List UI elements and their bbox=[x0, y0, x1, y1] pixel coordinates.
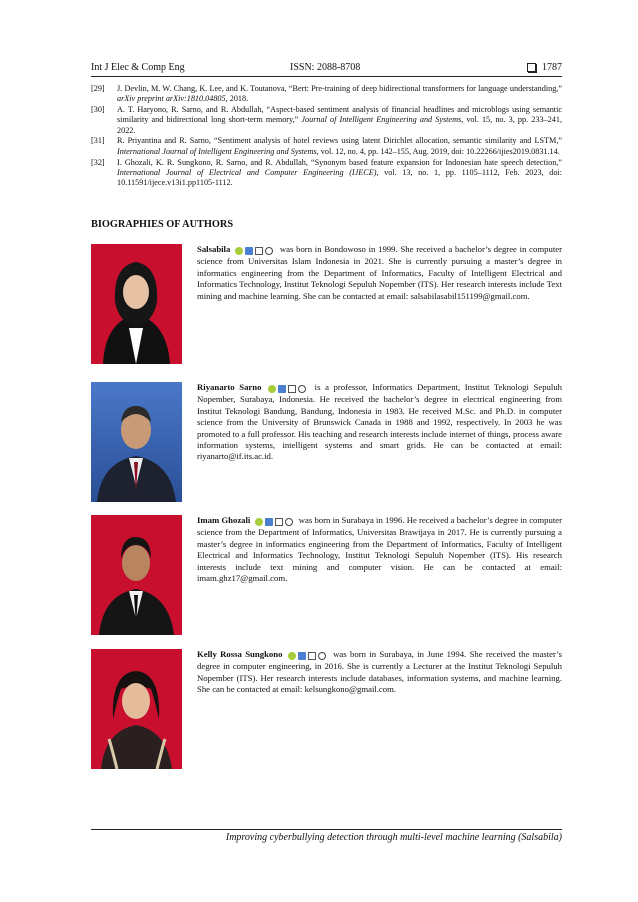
checkbox-square-icon bbox=[527, 63, 536, 72]
author-name: Riyanarto Sarno bbox=[197, 382, 262, 392]
author-photo bbox=[91, 649, 182, 769]
author-bio-text: was born in Bondowoso in 1999. She received a bachelor’s degree in computer science from Universitas Islam Indonesia in 2021. She is currently pursuing a master’s degree in informatics engineering from the Department of Informatics, Faculty of Intelligent Electrical and Informatics Technology, Institut Teknologi Sepuluh Nopember (ITS). Her research interests include Text mining and machine learning. She can be contacted at email: salsabilasabil151199@gmail.com. bbox=[197, 244, 562, 301]
author-name: Imam Ghozali bbox=[197, 515, 251, 525]
google-scholar-icon[interactable] bbox=[245, 247, 253, 255]
orcid-icon[interactable] bbox=[288, 652, 296, 660]
reference-item: [29] J. Devlin, M. W. Chang, K. Lee, and K. Toutanova, “Bert: Pre-training of deep bidirectional transformers for language understanding,” arXiv preprint arXiv:1810.04805, 2018. bbox=[91, 84, 562, 104]
orcid-icon[interactable] bbox=[268, 385, 276, 393]
author-name: Salsabila bbox=[197, 244, 231, 254]
scopus-icon[interactable] bbox=[308, 652, 316, 660]
reference-item: [32] I. Ghozali, K. R. Sungkono, R. Sarno, and R. Abdullah, “Synonym based feature expansion for Indonesian hate speech detection,” International Journal of Electrical and Computer Engineering (IJECE), vol. 13, no. 1, pp. 1105–1112, Feb. 2023, doi: 10.11591/ijece.v13i1.pp1105-1112. bbox=[91, 157, 562, 188]
scopus-icon[interactable] bbox=[255, 247, 263, 255]
author-photo bbox=[91, 382, 182, 502]
author-bio-text: is a professor, Informatics Department, Institut Teknologi Sepuluh Nopember, Surabaya, Indonesia. He received the bachelor’s degree in electrical engineering from Institut Teknologi Bandung, Bandung, Indonesia in 1983. He received M.Sc. and Ph.D. in computer science from the University of Brunswick Canada in 1988 and 1992, respectively. In 2003 he was promoted to a full professor. His teaching and research interests include internet of things, process aware information systems, intelligent systems and smart grids. He can be contacted at email: riyanarto@if.its.ac.id. bbox=[197, 382, 563, 462]
google-scholar-icon[interactable] bbox=[298, 652, 306, 660]
web-of-science-icon[interactable] bbox=[298, 385, 306, 393]
journal-name: Int J Elec & Comp Eng bbox=[91, 62, 185, 73]
author-bio-text: was born in Surabaya in 1996. He received a bachelor’s degree in computer science from the Department of Informatics, Universitas Brawijaya in 2017. He is currently pursuing a master’s degree in informatics engineering from the Department of Informatics, Faculty of Intelligent Electrical and Informatics Technology, Institut Teknologi Sepuluh Nopember (ITS). His research interests include text mining and computer vision. He can be contacted at email: imam.ghz17@gmail.com. bbox=[197, 515, 562, 584]
page-number: 1787 bbox=[542, 62, 562, 73]
running-header bbox=[91, 60, 562, 77]
reference-item: [31] R. Priyantina and R. Sarno, “Sentiment analysis of hotel reviews using latent Dirichlet allocation, semantic similarity and LSTM,” International Journal of Intelligent Engineering and Systems, vol. 12, no. 4, pp. 142–155, Aug. 2019, doi: 10.22266/ijies2019.0831.14. bbox=[91, 136, 562, 156]
scopus-icon[interactable] bbox=[288, 385, 296, 393]
issn: ISSN: 2088-8708 bbox=[290, 62, 361, 73]
reference-list bbox=[91, 84, 562, 189]
running-footer: Improving cyberbullying detection through multi-level machine learning (Salsabila) bbox=[225, 832, 562, 843]
web-of-science-icon[interactable] bbox=[285, 518, 293, 526]
google-scholar-icon[interactable] bbox=[265, 518, 273, 526]
section-title: BIOGRAPHIES OF AUTHORS bbox=[91, 219, 234, 230]
author-photo bbox=[91, 515, 182, 635]
author-name: Kelly Rossa Sungkono bbox=[197, 649, 283, 659]
web-of-science-icon[interactable] bbox=[318, 652, 326, 660]
author-bio-text: was born in Surabaya, in June 1994. She received the master’s degree in computer engineering, in 2016. She is currently a Lecturer at the Institut Teknologi Sepuluh Nopember (ITS). Her research interests include databases, information systems, and machine learning. She can be contacted at email: kelsungkono@gmail.com. bbox=[197, 649, 562, 695]
orcid-icon[interactable] bbox=[235, 247, 243, 255]
author-photo bbox=[91, 244, 182, 364]
reference-item: [30] A. T. Haryono, R. Sarno, and R. Abdullah, “Aspect-based sentiment analysis of financial headlines and microblogs using semantic similarity and bidirectional long short-term memory,” Journal of Intelligent Engineering and Systems, vol. 15, no. 3, pp. 233–241, 2022. bbox=[91, 105, 562, 135]
google-scholar-icon[interactable] bbox=[278, 385, 286, 393]
orcid-icon[interactable] bbox=[255, 518, 263, 526]
scopus-icon[interactable] bbox=[275, 518, 283, 526]
web-of-science-icon[interactable] bbox=[265, 247, 273, 255]
footer-divider bbox=[91, 829, 562, 830]
